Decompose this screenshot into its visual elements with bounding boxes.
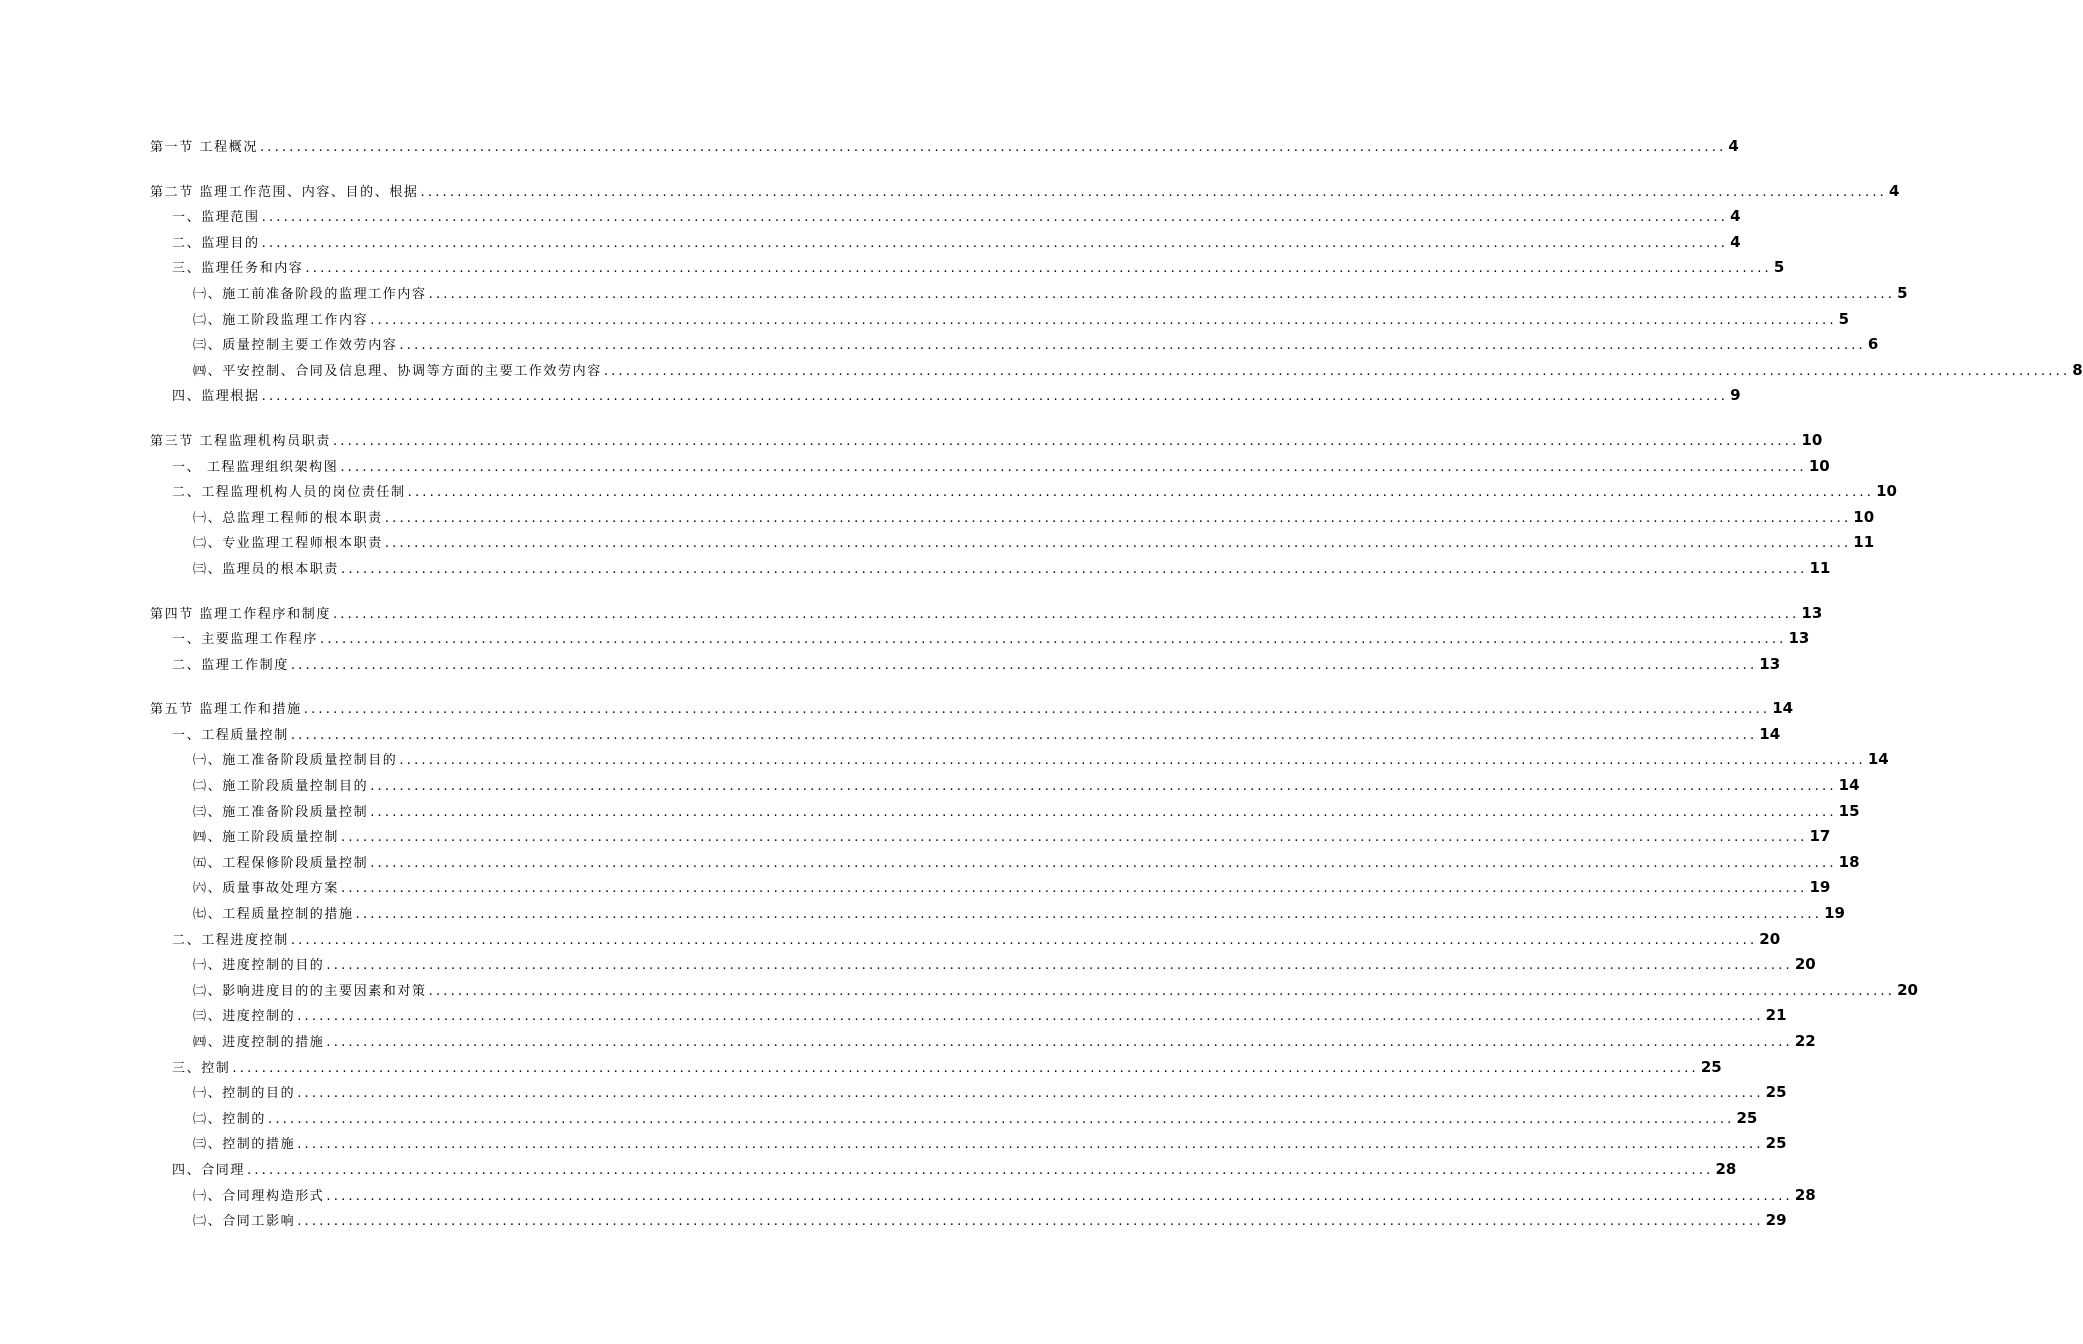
- toc-page-number: 20: [1759, 929, 1781, 948]
- toc-entry-title: 二、监理工作制度: [172, 657, 289, 673]
- toc-leader-dots: ........................................................................................................................................................................................................: [370, 779, 1837, 795]
- toc-page-number: 4: [1889, 181, 1900, 200]
- toc-entry-title: ㈢、质量控制主要工作效劳内容: [193, 338, 398, 354]
- toc-leader-dots: ........................................................................................................................................................................................................: [370, 804, 1837, 820]
- toc-entry[interactable]: [150, 927, 1781, 953]
- toc-entry[interactable]: [150, 952, 1816, 978]
- toc-entry-title: 第四节 监理工作程序和制度: [150, 606, 331, 622]
- toc-entry[interactable]: [150, 1055, 1722, 1081]
- toc-entry[interactable]: [150, 1183, 1816, 1209]
- toc-page-number: 10: [1808, 456, 1830, 475]
- toc-entry[interactable]: [150, 1208, 1787, 1234]
- toc-section-entry[interactable]: [150, 179, 1900, 205]
- toc-leader-dots: ........................................................................................................................................................................................................: [341, 881, 1808, 897]
- toc-entry[interactable]: [150, 652, 1781, 678]
- toc-entry[interactable]: [150, 1003, 1787, 1029]
- toc-leader-dots: ........................................................................................................................................................................................................: [384, 536, 1852, 552]
- toc-page-number: 17: [1809, 827, 1831, 846]
- toc-page-number: 6: [1867, 335, 1879, 354]
- toc-page-number: 11: [1853, 533, 1875, 552]
- toc-leader-dots: ........................................................................................................................................................................................................: [326, 1035, 1793, 1050]
- toc-leader-dots: ........................................................................................................................................................................................................: [305, 261, 1772, 277]
- toc-page-number: 8: [2072, 360, 2083, 379]
- toc-entry[interactable]: [150, 1029, 1816, 1055]
- toc-leader-dots: ........................................................................................................................................................................................................: [370, 855, 1837, 871]
- toc-page-number: 4: [1730, 232, 1741, 251]
- toc-page-number: 20: [1897, 980, 1918, 999]
- toc-leader-dots: ........................................................................................................................................................................................................: [341, 561, 1808, 577]
- toc-leader-dots: ........................................................................................................................................................................................................: [340, 459, 1807, 475]
- toc-page-number: 22: [1794, 1032, 1816, 1050]
- toc-page-number: 9: [1730, 386, 1741, 405]
- toc-entry-title: 一、工程质量控制: [172, 727, 289, 743]
- toc-section-entry[interactable]: [150, 601, 1823, 627]
- toc-entry[interactable]: [150, 747, 1889, 773]
- toc-leader-dots: ........................................................................................................................................................................................................: [320, 632, 1787, 648]
- toc-page-number: 18: [1838, 852, 1860, 871]
- toc-leader-dots: ........................................................................................................................................................................................................: [326, 1188, 1793, 1204]
- toc-entry[interactable]: [150, 479, 1897, 505]
- toc-leader-dots: ........................................................................................................................................................................................................: [232, 1060, 1699, 1076]
- toc-entry-title: 一、 工程监理组织架构图: [172, 459, 339, 475]
- toc-page-number: 19: [1809, 878, 1831, 897]
- toc-entry-title: ㈠、合同理构造形式: [193, 1188, 325, 1204]
- toc-page-number: 13: [1759, 654, 1781, 673]
- toc-entry-title: 三、控制: [172, 1060, 231, 1076]
- toc-entry-title: 三、监理任务和内容: [172, 261, 304, 277]
- toc-page-number: 5: [1897, 283, 1908, 302]
- toc-page-number: 19: [1824, 904, 1845, 923]
- toc-entry[interactable]: [150, 722, 1781, 748]
- toc-entry-title: ㈥、质量事故处理方案: [193, 881, 340, 897]
- toc-entry[interactable]: [150, 1157, 1737, 1183]
- toc-entry[interactable]: [150, 204, 1741, 230]
- toc-page-number: 11: [1809, 558, 1831, 577]
- toc-entry[interactable]: [150, 332, 1879, 358]
- toc-entry-title: 四、合同理: [172, 1162, 246, 1178]
- toc-entry-title: ㈢、控制的措施: [193, 1137, 296, 1153]
- toc-entry[interactable]: [150, 556, 1831, 582]
- toc-page-number: 4: [1728, 137, 1739, 155]
- toc-entry[interactable]: [150, 626, 1810, 652]
- toc-entry[interactable]: [150, 454, 1830, 480]
- toc-leader-dots: ........................................................................................................................................................................................................: [290, 932, 1758, 948]
- toc-leader-dots: ........................................................................................................................................................................................................: [261, 235, 1729, 251]
- toc-entry[interactable]: [150, 875, 1831, 901]
- toc-page-number: 10: [1876, 482, 1897, 501]
- toc-entry[interactable]: [150, 230, 1741, 256]
- toc-entry-title: ㈣、施工阶段质量控制: [193, 830, 340, 846]
- toc-leader-dots: ........................................................................................................................................................................................................: [355, 907, 1823, 923]
- toc-page-number: 14: [1772, 699, 1794, 718]
- toc-entry-title: ㈡、控制的: [193, 1111, 267, 1127]
- toc-entry-title: ㈠、进度控制的目的: [193, 958, 325, 974]
- toc-leader-dots: ........................................................................................................................................................................................................: [332, 606, 1800, 622]
- toc-entry[interactable]: [150, 978, 1918, 1004]
- toc-entry[interactable]: [150, 307, 1850, 333]
- toc-leader-dots: ........................................................................................................................................................................................................: [370, 312, 1837, 328]
- toc-entry[interactable]: [150, 358, 2083, 384]
- toc-entry-title: ㈠、控制的目的: [193, 1086, 296, 1102]
- toc-entry[interactable]: [150, 1131, 1787, 1157]
- toc-leader-dots: ........................................................................................................................................................................................................: [297, 1137, 1764, 1153]
- toc-entry[interactable]: [150, 773, 1860, 799]
- toc-leader-dots: ........................................................................................................................................................................................................: [326, 958, 1793, 974]
- toc-entry[interactable]: [150, 850, 1860, 876]
- toc-page-number: 14: [1838, 776, 1860, 795]
- toc-entry[interactable]: [150, 530, 1875, 556]
- toc-page-number: 28: [1794, 1185, 1816, 1204]
- toc-entry-title: 一、主要监理工作程序: [172, 632, 319, 648]
- toc-entry-title: ㈡、合同工影响: [193, 1214, 296, 1230]
- toc-entry-title: ㈠、施工前准备阶段的监理工作内容: [193, 286, 427, 302]
- toc-entry-title: ㈠、总监理工程师的根本职责: [193, 510, 383, 526]
- toc-entry-title: ㈣、进度控制的措施: [193, 1035, 325, 1050]
- toc-entry-title: 二、工程监理机构人员的岗位责任制: [172, 485, 406, 501]
- toc-page-number: 25: [1736, 1108, 1758, 1127]
- toc-page-number: 14: [1867, 750, 1889, 769]
- toc-page-number: 5: [1773, 258, 1785, 277]
- toc-entry[interactable]: [150, 824, 1831, 850]
- toc-entry-title: 第五节 监理工作和措施: [150, 702, 302, 718]
- toc-page-number: 14: [1759, 724, 1781, 743]
- toc-leader-dots: ........................................................................................................................................................................................................: [603, 363, 2071, 379]
- toc-page-number: 20: [1794, 955, 1816, 974]
- toc-entry-title: ㈦、工程质量控制的措施: [193, 907, 354, 923]
- toc-leader-dots: ........................................................................................................................................................................................................: [297, 1009, 1764, 1025]
- toc-section-entry[interactable]: [150, 696, 1794, 722]
- toc-entry-title: 第二节 监理工作范围、内容、目的、根据: [150, 184, 419, 200]
- toc-section-entry[interactable]: [150, 428, 1823, 454]
- toc-entry-title: ㈢、进度控制的: [193, 1009, 296, 1025]
- toc-entry-title: 第一节 工程概况: [150, 140, 258, 155]
- toc-entry[interactable]: [150, 799, 1860, 825]
- toc-leader-dots: ........................................................................................................................................................................................................: [303, 702, 1771, 718]
- toc-entry-title: 二、监理目的: [172, 235, 260, 251]
- toc-entry-title: ㈣、平安控制、合同及信息理、协调等方面的主要工作效劳内容: [193, 363, 602, 379]
- toc-page-number: 28: [1715, 1159, 1737, 1178]
- toc-leader-dots: ........................................................................................................................................................................................................: [261, 210, 1729, 226]
- toc-leader-dots: ........................................................................................................................................................................................................: [297, 1086, 1764, 1102]
- toc-leader-dots: ........................................................................................................................................................................................................: [261, 389, 1729, 405]
- toc-page-number: 13: [1801, 603, 1823, 622]
- toc-entry-title: 一、监理范围: [172, 210, 260, 226]
- toc-leader-dots: ........................................................................................................................................................................................................: [399, 753, 1866, 769]
- toc-entry[interactable]: [150, 255, 1785, 281]
- toc-entry-title: ㈡、专业监理工程师根本职责: [193, 536, 383, 552]
- toc-leader-dots: ........................................................................................................................................................................................................: [420, 184, 1888, 200]
- toc-leader-dots: ........................................................................................................................................................................................................: [341, 830, 1808, 846]
- toc-entry[interactable]: [150, 281, 1908, 307]
- toc-leader-dots: ........................................................................................................................................................................................................: [399, 338, 1866, 354]
- toc-section-entry[interactable]: [150, 134, 1739, 160]
- toc-entry[interactable]: [150, 383, 1741, 409]
- toc-leader-dots: ........................................................................................................................................................................................................: [332, 433, 1800, 449]
- toc-leader-dots: ........................................................................................................................................................................................................: [268, 1111, 1735, 1127]
- toc-leader-dots: ........................................................................................................................................................................................................: [290, 657, 1758, 673]
- table-of-contents: [150, 134, 2083, 1234]
- toc-entry[interactable]: [150, 505, 1875, 531]
- toc-entry[interactable]: [150, 1106, 1758, 1132]
- toc-page-number: 29: [1765, 1211, 1787, 1230]
- toc-page-number: 10: [1853, 507, 1875, 526]
- toc-leader-dots: ........................................................................................................................................................................................................: [407, 485, 1875, 501]
- toc-page-number: 21: [1765, 1006, 1787, 1025]
- toc-page-number: 25: [1700, 1057, 1722, 1076]
- toc-leader-dots: ........................................................................................................................................................................................................: [247, 1162, 1714, 1178]
- toc-entry-title: ㈤、工程保修阶段质量控制: [193, 855, 369, 871]
- toc-page-number: 15: [1838, 801, 1860, 820]
- toc-entry-title: ㈡、影响进度目的的主要因素和对策: [193, 983, 427, 999]
- toc-entry-title: ㈢、施工准备阶段质量控制: [193, 804, 369, 820]
- toc-leader-dots: ........................................................................................................................................................................................................: [259, 140, 1727, 155]
- toc-page-number: 5: [1838, 309, 1850, 328]
- toc-leader-dots: ........................................................................................................................................................................................................: [297, 1214, 1764, 1230]
- toc-leader-dots: ........................................................................................................................................................................................................: [384, 510, 1852, 526]
- toc-page-number: 4: [1730, 207, 1741, 226]
- toc-page-number: 10: [1801, 430, 1823, 449]
- toc-entry-title: 二、工程进度控制: [172, 932, 289, 948]
- toc-entry-title: ㈢、监理员的根本职责: [193, 561, 340, 577]
- toc-page-number: 25: [1765, 1083, 1787, 1102]
- toc-leader-dots: ........................................................................................................................................................................................................: [290, 727, 1758, 743]
- toc-entry-title: 第三节 工程监理机构员职责: [150, 433, 331, 449]
- toc-entry-title: ㈡、施工阶段质量控制目的: [193, 779, 369, 795]
- toc-page-number: 13: [1788, 629, 1810, 648]
- toc-entry[interactable]: [150, 901, 1845, 927]
- toc-leader-dots: ........................................................................................................................................................................................................: [428, 286, 1896, 302]
- toc-page-number: 25: [1765, 1134, 1787, 1153]
- toc-entry-title: 四、监理根据: [172, 389, 260, 405]
- toc-entry[interactable]: [150, 1080, 1787, 1106]
- toc-leader-dots: ........................................................................................................................................................................................................: [428, 983, 1896, 999]
- toc-entry-title: ㈠、施工准备阶段质量控制目的: [193, 753, 398, 769]
- toc-entry-title: ㈡、施工阶段监理工作内容: [193, 312, 369, 328]
